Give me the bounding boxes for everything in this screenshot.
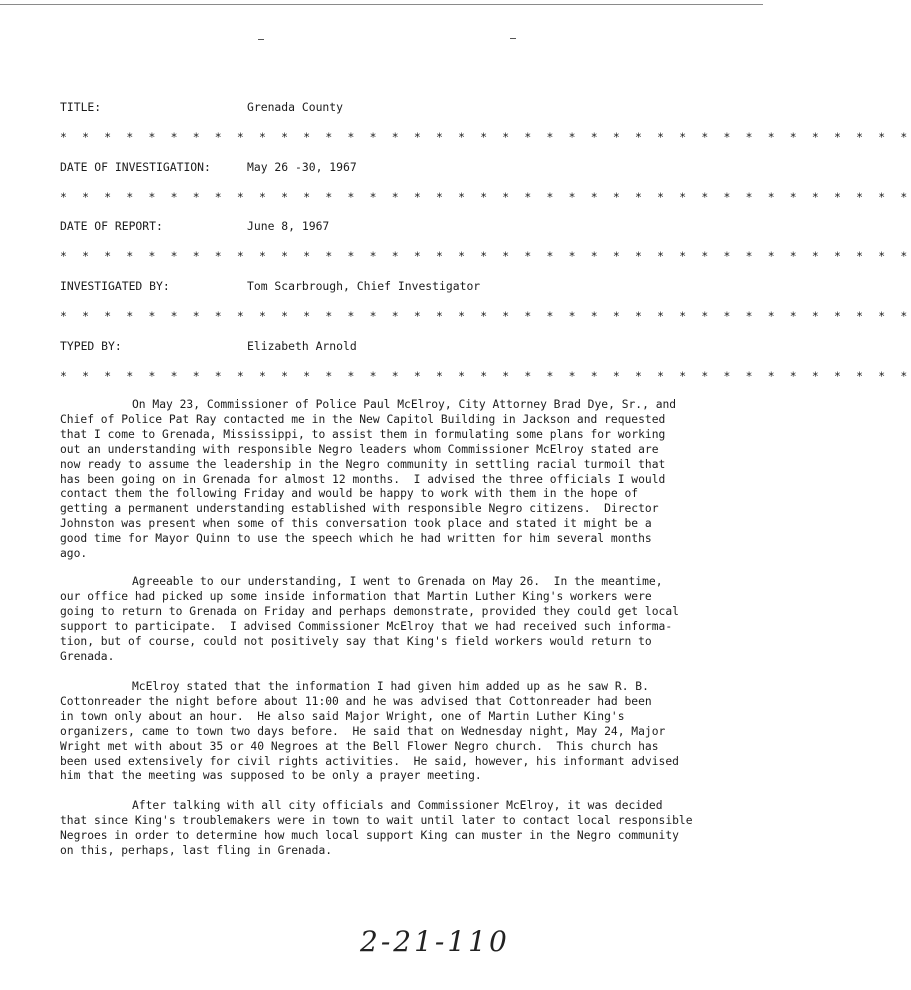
paragraph-line: Wright met with about 35 or 40 Negroes at the Bell Flower Negro church. This church has	[60, 739, 659, 753]
paragraph-line: On May 23, Commissioner of Police Paul McElroy, City Attorney Brad Dye, Sr., and	[132, 398, 677, 411]
separator: * * * * * * * * * * * * * * * * * * * * * * * * * * * * * * * * * * * * * * *	[60, 369, 911, 383]
paragraph-line: our office had picked up some inside information that Martin Luther King's workers were	[60, 589, 652, 603]
paragraph-line: Agreeable to our understanding, I went to Grenada on May 26. In the meantime,	[132, 575, 663, 588]
paragraph-line: that since King's troublemakers were in town to wait until later to contact local responsible	[60, 813, 693, 827]
paragraph-line: has been going on in Grenada for almost 12 months. I advised the three officials I would	[60, 472, 666, 486]
separator: * * * * * * * * * * * * * * * * * * * * * * * * * * * * * * * * * * * * * * *	[60, 190, 911, 204]
paragraph-line: good time for Mayor Quinn to use the speech which he had written for him several months	[60, 532, 652, 546]
paragraph-line: in town only about an hour. He also said Major Wright, one of Martin Luther King's	[60, 709, 625, 723]
investigated-by-row	[60, 279, 481, 335]
paragraph-line: Grenada.	[60, 649, 115, 663]
paragraph-1	[60, 398, 760, 562]
paragraph-line: tion, but of course, could not positively say that King's field workers would return to	[60, 634, 652, 648]
investigated-by-label: INVESTIGATED BY:	[60, 279, 170, 293]
title-row	[60, 100, 344, 156]
date-investigation-label: DATE OF INVESTIGATION:	[60, 160, 211, 174]
investigated-by-value: Tom Scarbrough, Chief Investigator	[247, 279, 481, 293]
paragraph-line: Chief of Police Pat Ray contacted me in the New Capitol Building in Jackson and requested	[60, 412, 666, 426]
paragraph-line: out an understanding with responsible Negro leaders whom Commissioner McElroy stated are	[60, 442, 659, 456]
scan-mark	[258, 39, 264, 40]
top-rule	[0, 4, 763, 5]
paragraph-line: been used extensively for civil rights activities. He said, however, his informant advised	[60, 754, 679, 768]
typed-by-value: Elizabeth Arnold	[247, 339, 357, 353]
paragraph-line: him that the meeting was supposed to be only a prayer meeting.	[60, 769, 482, 783]
paragraph-line: contact them the following Friday and would be happy to work with them in the hope of	[60, 487, 639, 501]
paragraph-line: Negroes in order to determine how much local support King can muster in the Negro community	[60, 828, 679, 842]
paragraph-line: going to return to Grenada on Friday and perhaps demonstrate, provided they could get local	[60, 604, 679, 618]
date-investigation-row	[60, 160, 357, 216]
title-value: Grenada County	[247, 100, 344, 114]
paragraph-line: now ready to assume the leadership in the Negro community in settling racial turmoil that	[60, 457, 666, 471]
paragraph-line: ago.	[60, 547, 88, 561]
date-report-label: DATE OF REPORT:	[60, 219, 163, 233]
paragraph-line: Cottonreader the night before about 11:00 and he was advised that Cottonreader had been	[60, 694, 652, 708]
typed-by-row	[60, 339, 357, 395]
scan-mark	[510, 38, 516, 39]
separator: * * * * * * * * * * * * * * * * * * * * * * * * * * * * * * * * * * * * * * *	[60, 309, 911, 323]
paragraph-line: After talking with all city officials and Commissioner McElroy, it was decided	[132, 799, 663, 812]
title-label: TITLE:	[60, 100, 102, 114]
separator: * * * * * * * * * * * * * * * * * * * * * * * * * * * * * * * * * * * * * * *	[60, 249, 911, 263]
date-investigation-value: May 26 -30, 1967	[247, 160, 357, 174]
paragraph-3	[60, 680, 760, 784]
typed-by-label: TYPED BY:	[60, 339, 122, 353]
paragraph-line: support to participate. I advised Commissioner McElroy that we had received such informa-	[60, 619, 673, 633]
separator: * * * * * * * * * * * * * * * * * * * * * * * * * * * * * * * * * * * * * * *	[60, 130, 911, 144]
paragraph-line: on this, perhaps, last fling in Grenada.	[60, 843, 333, 857]
paragraph-line: Johnston was present when some of this conversation took place and stated it might be a	[60, 517, 652, 531]
handwritten-page-number: 2-21-110	[360, 925, 510, 958]
paragraph-2	[60, 575, 760, 664]
paragraph-line: organizers, came to town two days before. He said that on Wednesday night, May 24, Major	[60, 724, 666, 738]
paragraph-line: that I come to Grenada, Mississippi, to assist them in formulating some plans for working	[60, 427, 666, 441]
paragraph-4	[60, 799, 760, 859]
date-report-row	[60, 219, 330, 275]
paragraph-line: getting a permanent understanding established with responsible Negro citizens. Director	[60, 502, 659, 516]
date-report-value: June 8, 1967	[247, 219, 330, 233]
paragraph-line: McElroy stated that the information I had given him added up as he saw R. B.	[132, 680, 649, 693]
